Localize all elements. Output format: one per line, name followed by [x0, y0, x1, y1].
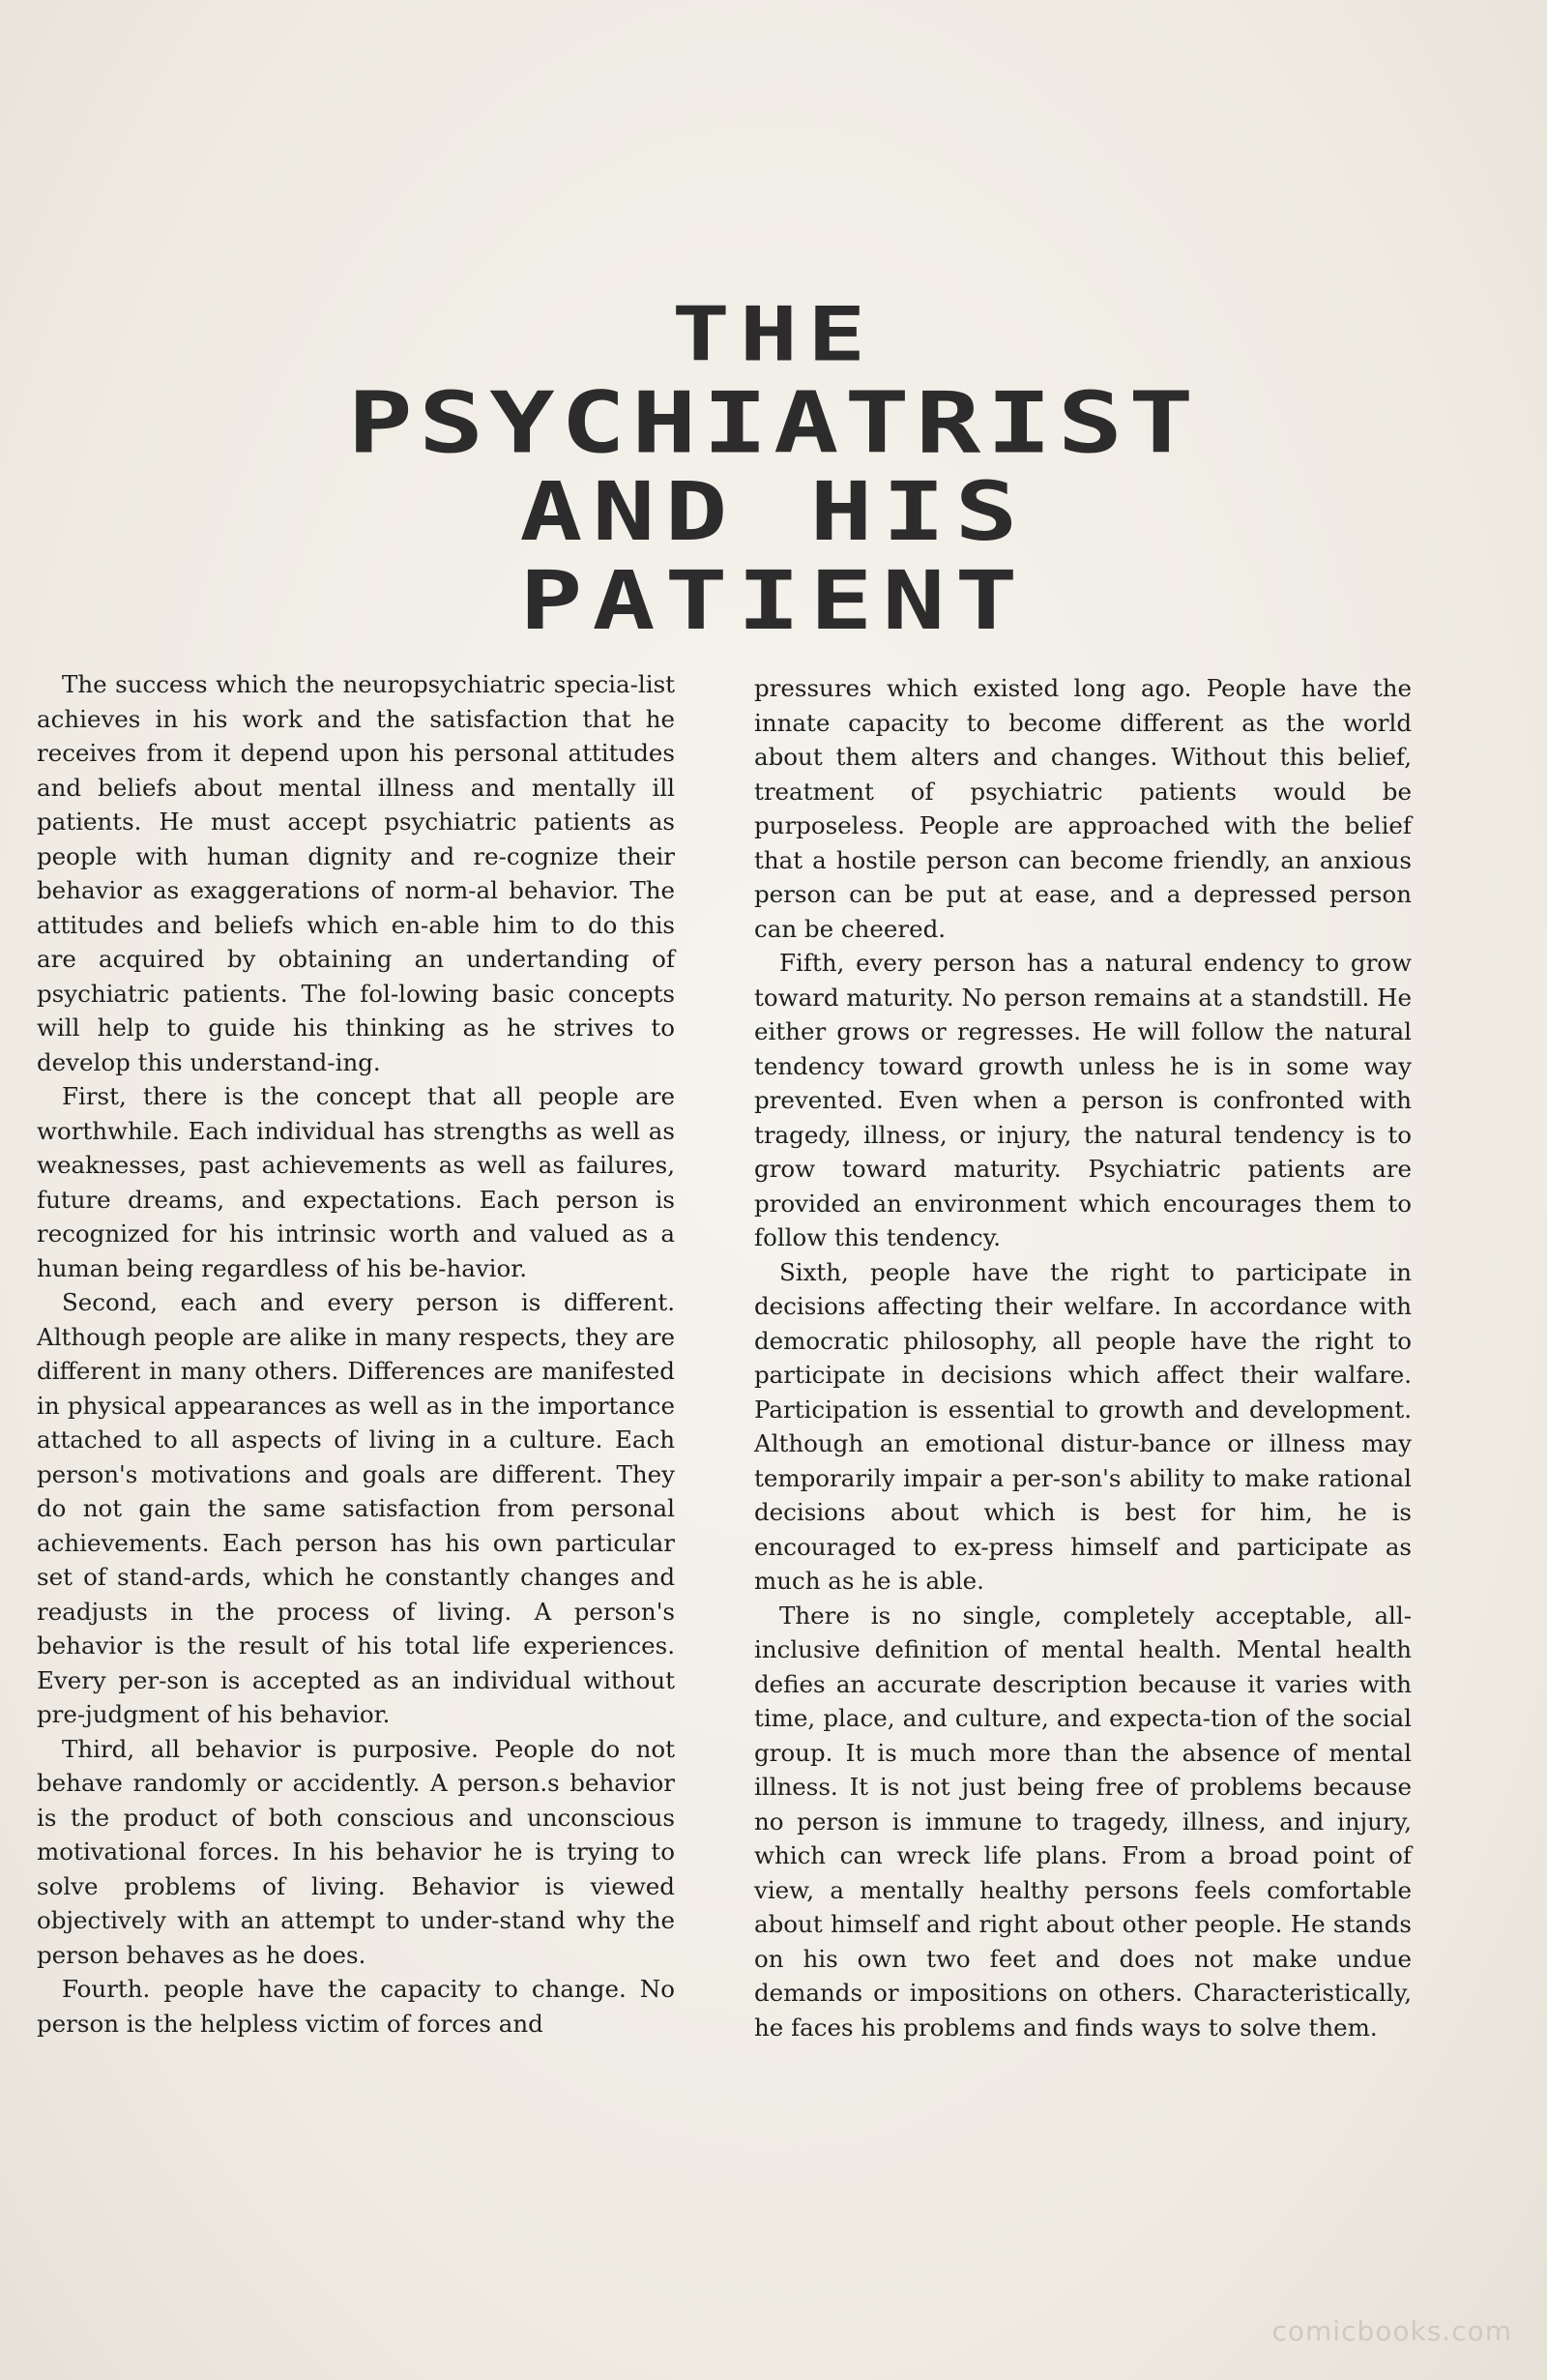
article-title: [0, 289, 1547, 649]
paragraph-second: Second, each and every person is different. Although people are alike in many respects, they are different in many others. Differences are manifested in physical appearances as well as in the importance attached to all aspects of living in a culture. Each person's motivations and goals are different. They do not gain the same satisfaction from personal achievements. Each person has his own particular set of stand-ards, which he constantly changes and readjusts in the process of living. A person's behavior is the result of his total life experiences. Every per-son is accepted as an individual without pre-judgment of his behavior.: [37, 1288, 675, 1728]
left-column: [37, 667, 675, 2041]
paragraph-fifth: Fifth, every person has a natural endency to grow toward maturity. No person remains at a standstill. He either grows or regresses. He will follow the natural tendency toward growth unless he is in some way prevented. Even when a person is confronted with tragedy, illness, or injury, the natural tendency is to grow toward maturity. Psychiatric patients are provided an environment which encourages them to follow this tendency.: [754, 949, 1412, 1251]
right-column: [754, 671, 1412, 2044]
paragraph-sixth: Sixth, people have the right to participate in decisions affecting their welfare. In accordance with democratic philosophy, all people have the right to participate in decisions which affect their walfare. Participation is essential to growth and development. Although an emotional distur-bance or illness may temporarily impair a per-son's ability to make rational decisions about which is best for him, he is encouraged to ex-press himself and participate as much as he is able.: [754, 1257, 1412, 1595]
paragraph-third: Third, all behavior is purposive. People do not behave randomly or accidently. A person.s behavior is the product of both conscious and unconscious motivational forces. In his behavior he is trying to solve problems of living. Behavior is viewed objectively with an attempt to under-stand why the person behaves as he does.: [37, 1734, 675, 1969]
paragraph-intro: The success which the neuropsychiatric specia-list achieves in his work and the satisfaction that he receives from it depend upon his personal attitudes and beliefs about mental illness and mentally ill patients. He must accept psychiatric patients as people with human dignity and re-cognize their behavior as exaggerations of norm-al behavior. The attitudes and beliefs which en-able him to do this are acquired by obtaining an undertanding of psychiatric patients. The fol-lowing basic concepts will help to guide his thinking as he strives to develop this understand-ing.: [37, 670, 675, 1076]
title-line-3: AND HIS: [519, 464, 1028, 560]
paragraph-first: First, there is the concept that all people are worthwhile. Each individual has strengths as well as weaknesses, past achievements as well as failures, future dreams, and expectations. Each person is recognized for his intrinsic worth and valued as a human being regardless of his be-havior.: [37, 1082, 675, 1282]
title-line-2: PSYCHIATRIST: [347, 374, 1200, 473]
site-watermark: comicbooks.com: [1271, 2315, 1512, 2347]
title-line-1: THE: [671, 289, 876, 379]
title-line-4: PATIENT: [519, 553, 1028, 649]
paragraph-fourth: Fourth. people have the capacity to change. No person is the helpless victim of forces and: [37, 1975, 675, 2038]
paragraph-fourth-continued: pressures which existed long ago. People have the innate capacity to become different as the world about them alters and changes. Without this belief, treatment of psychiatric patients would be purposeless. People are approached with the belief that a hostile person can become friendly, an anxious person can be put at ease, and a depressed person can be cheered.: [754, 674, 1412, 943]
paragraph-mental-health: There is no single, completely acceptable, all-inclusive definition of mental health. Mental health defies an accurate description because it varies with time, place, and culture, and expecta-tion of the social group. It is much more than the absence of mental illness. It is not just being free of problems because no person is immune to tragedy, illness, and injury, which can wreck life plans. From a broad point of view, a mentally healthy persons feels comfortable about himself and right about other people. He stands on his own two feet and does not make undue demands or impositions on others. Characteristically, he faces his problems and finds ways to solve them.: [754, 1601, 1412, 2042]
